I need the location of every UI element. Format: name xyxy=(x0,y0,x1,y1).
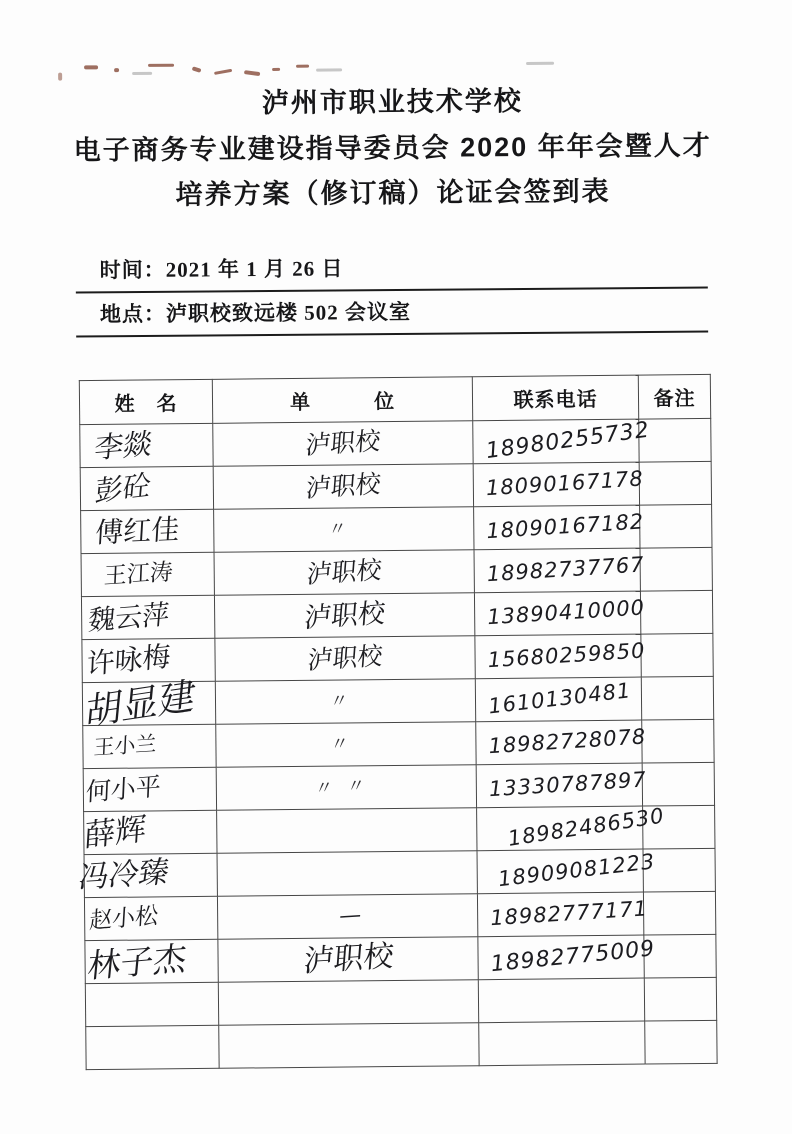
unit-cell xyxy=(218,937,478,983)
ink-smudge xyxy=(114,68,119,72)
unit-cell xyxy=(214,507,474,553)
phone-cell xyxy=(476,720,647,765)
name-cell xyxy=(81,509,214,553)
handwritten-unit: — xyxy=(337,902,358,930)
handwritten-name: 林子杰 xyxy=(85,937,189,986)
location-value: 泸职校致远楼 502 会议室 xyxy=(165,299,412,326)
unit-cell xyxy=(213,464,473,510)
table-row xyxy=(82,633,713,682)
phone-cell xyxy=(477,849,657,894)
unit-cell xyxy=(214,593,474,639)
handwritten-name: 王小兰 xyxy=(93,731,157,760)
time-label: 时间： xyxy=(99,257,166,283)
ink-smudge xyxy=(192,66,202,73)
name-cell xyxy=(76,853,217,897)
ink-smudge xyxy=(58,73,62,81)
time-value: 2021 年 1 月 26 日 xyxy=(165,256,344,282)
note-cell xyxy=(642,719,714,763)
ink-smudge xyxy=(296,65,309,68)
note-cell xyxy=(645,1020,717,1064)
unit-cell xyxy=(215,636,475,682)
phone-cell xyxy=(473,462,645,507)
ink-smudge xyxy=(132,72,152,75)
table-row xyxy=(85,977,716,1026)
note-cell xyxy=(641,633,713,677)
name-cell xyxy=(80,466,213,510)
note-cell xyxy=(644,977,716,1021)
handwritten-phone: 13330787897 xyxy=(488,767,648,802)
table-row xyxy=(80,418,711,467)
name-cell xyxy=(81,595,214,639)
ink-smudge xyxy=(526,62,554,65)
handwritten-phone: 18982737767 xyxy=(486,552,646,587)
handwritten-phone: 13890410000 xyxy=(486,595,646,630)
ink-smudge xyxy=(316,68,342,71)
location-label: 地点： xyxy=(99,301,167,327)
phone-cell xyxy=(477,803,667,851)
name-cell xyxy=(82,673,215,734)
meta-time-text xyxy=(76,250,708,292)
handwritten-unit: 泸职校 xyxy=(303,597,387,634)
handwritten-unit: 〃 xyxy=(329,731,363,756)
name-cell xyxy=(85,982,218,1026)
table-row xyxy=(81,504,712,553)
handwritten-phone: 18090167182 xyxy=(485,509,645,544)
handwritten-phone: 18980255732 xyxy=(484,417,652,465)
unit-cell xyxy=(216,722,476,768)
table-row xyxy=(81,547,712,596)
signin-table-body xyxy=(76,417,717,1069)
table-row xyxy=(81,590,712,639)
table-row xyxy=(85,934,716,983)
name-cell xyxy=(85,937,218,986)
handwritten-name: 王江涛 xyxy=(103,558,174,590)
table-row xyxy=(82,676,713,725)
handwritten-unit: 〃〃 xyxy=(313,773,380,800)
handwritten-unit: 泸职校 xyxy=(305,555,383,589)
handwritten-name: 冯冷臻 xyxy=(76,854,172,896)
ink-smudge xyxy=(214,69,232,75)
name-cell xyxy=(84,896,217,940)
note-cell xyxy=(640,590,712,634)
note-cell xyxy=(643,891,715,935)
col-header-unit: 单 位 xyxy=(212,377,472,424)
unit-cell xyxy=(213,421,473,467)
signin-table xyxy=(76,374,718,1070)
meta-location-text xyxy=(76,294,708,336)
handwritten-unit: 泸职校 xyxy=(304,469,382,503)
phone-cell xyxy=(474,591,646,636)
phone-cell xyxy=(476,763,648,808)
handwritten-phone: 15680259850 xyxy=(486,638,647,673)
handwritten-phone: 18982775009 xyxy=(489,936,657,978)
handwritten-unit: 〃 xyxy=(328,688,363,713)
phone-cell xyxy=(474,548,646,593)
note-cell xyxy=(639,461,711,505)
unit-cell xyxy=(217,808,477,854)
handwritten-unit: 〃 xyxy=(327,516,361,541)
note-cell xyxy=(640,547,712,591)
title-line-2: 电子商务专业建设指导委员会 2020 年年会暨人才 xyxy=(73,130,712,166)
title-line-1: 泸州市职业技术学校 xyxy=(261,85,523,119)
table-row xyxy=(84,848,715,897)
unit-cell xyxy=(217,894,477,940)
handwritten-name: 李燚 xyxy=(92,425,155,465)
meta-location-row xyxy=(76,294,708,338)
col-header-phone: 联系电话 xyxy=(472,375,638,421)
table-row xyxy=(83,719,714,768)
unit-cell xyxy=(217,851,477,897)
name-cell xyxy=(84,810,217,854)
unit-cell xyxy=(218,980,478,1026)
handwritten-phone: 1610130481 xyxy=(487,678,633,719)
ink-smudge xyxy=(244,70,260,76)
ink-smudge xyxy=(84,65,98,69)
phone-cell xyxy=(475,677,641,722)
handwritten-phone: 18090167178 xyxy=(485,466,645,501)
handwritten-name: 彭砼 xyxy=(93,468,153,509)
unit-cell xyxy=(219,1023,479,1069)
unit-cell xyxy=(216,765,476,811)
unit-cell xyxy=(214,550,474,596)
handwritten-phone: 18909081223 xyxy=(496,849,657,892)
handwritten-name: 许咏梅 xyxy=(86,639,172,681)
handwritten-name: 赵小松 xyxy=(88,902,159,935)
phone-cell xyxy=(478,978,644,1023)
table-row xyxy=(84,891,715,940)
header-row xyxy=(79,374,710,424)
phone-cell xyxy=(478,935,657,980)
name-cell xyxy=(80,423,213,467)
handwritten-unit: 泸职校 xyxy=(304,426,382,460)
handwritten-unit: 泸职校 xyxy=(306,641,384,675)
name-cell xyxy=(81,552,214,596)
name-cell xyxy=(86,1025,219,1069)
note-cell xyxy=(640,504,712,548)
handwritten-name: 何小平 xyxy=(85,771,162,807)
handwritten-name: 魏云萍 xyxy=(87,598,171,637)
phone-cell xyxy=(477,892,649,937)
table-row xyxy=(84,805,715,854)
ink-smudge xyxy=(272,68,280,71)
name-cell xyxy=(83,767,216,811)
phone-cell xyxy=(473,417,652,465)
handwritten-phone: 18982486530 xyxy=(506,803,667,851)
phone-cell xyxy=(479,1021,645,1066)
handwritten-phone: 18982777171 xyxy=(489,896,649,931)
col-header-note: 备注 xyxy=(638,374,710,419)
handwritten-phone: 18982728078 xyxy=(487,724,647,759)
signin-table-header xyxy=(79,374,710,424)
note-cell xyxy=(641,676,713,720)
table-row xyxy=(83,762,714,811)
ink-smudge xyxy=(148,64,174,67)
handwritten-unit: 泸职校 xyxy=(301,938,395,980)
handwritten-name: 傅红佳 xyxy=(94,512,181,550)
col-header-name: 姓 名 xyxy=(79,379,212,424)
title-line-3: 培养方案（修订稿）论证会签到表 xyxy=(175,176,611,210)
meta-time-row xyxy=(76,250,708,294)
table-row xyxy=(80,461,711,510)
handwritten-name: 薛辉 xyxy=(83,810,148,855)
unit-cell xyxy=(215,679,475,725)
phone-cell xyxy=(475,634,647,679)
note-cell xyxy=(642,762,714,806)
phone-cell xyxy=(474,505,645,550)
handwritten-name: 胡显建 xyxy=(83,673,198,734)
table-row xyxy=(86,1020,717,1069)
